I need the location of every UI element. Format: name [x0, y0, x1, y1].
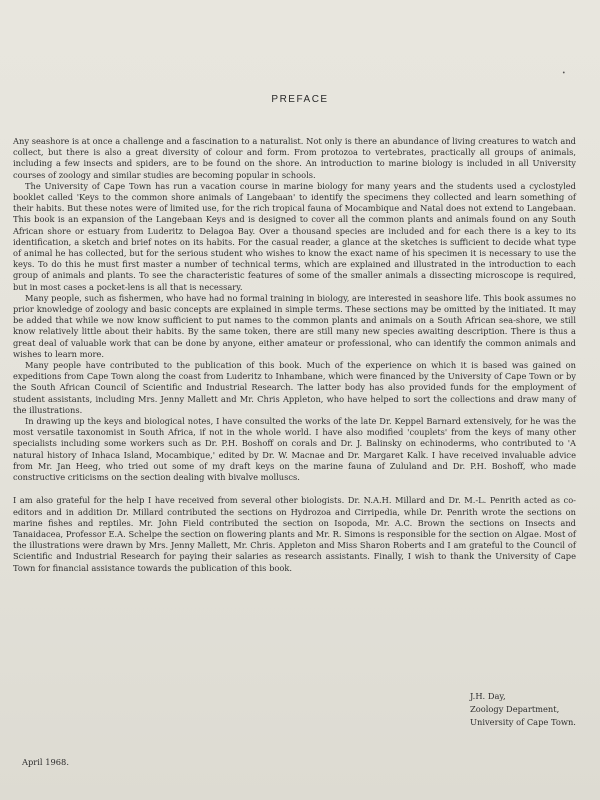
- page-title: PREFACE: [271, 94, 329, 105]
- paragraph-contributors: Many people have contributed to the publication of this book. Much of the experience on which it is based was gained on expeditions from Cape Town along the coast from Luderitz to Inhambane, which were financed by the University of Cape Town or by the South African Council of Scientific and Industrial Research. The latter body has also provided funds for the employment of student assistants, including Mrs. Jenny Mallett and Mr. Chris Appleton, who have helped to sort the collections and draw many of the illustrations.: [13, 360, 576, 415]
- preface-body: [13, 136, 576, 574]
- paragraph-acknowledgements: I am also grateful for the help I have received from several other biologists. Dr. N.A.H. Millard and Dr. M.-L. Penrith acted as co-editors and in addition Dr. Millard contributed the sections on Hydrozoa and Cirripedia, while Dr. Penrith wrote the sections on marine fishes and reptiles. Mr. John Field contributed the section on Isopoda, Mr. A.C. Brown the sections on Insects and Tanaidacea, Professor E.A. Schelpe the section on flowering plants and Mr. R. Simons is responsible for the section on Algae. Most of the illustrations were drawn by Mrs. Jenny Mallett, Mr. Chris. Appleton and Miss Sharon Roberts and I am grateful to the Council of Scientific and Industrial Research for paying their salaries as research assistants. Finally, I wish to thank the University of Cape Town for financial assistance towards the publication of this book.: [13, 495, 576, 573]
- signature-name: J.H. Day,: [470, 691, 506, 701]
- signature-department: Zoology Department,: [470, 704, 560, 714]
- paragraph-readers: Many people, such as fishermen, who have had no formal training in biology, are interested in seashore life. This book assumes no prior knowledge of zoology and basic concepts are explained in simple terms. These sections may be omitted by the initiated. It may be added that while we now know sufficient to put names to the common plants and animals on a South African sea-shore, we still know relatively little about their habits. By the same token, there are still many new species awaiting description. There is thus a great deal of valuable work that can be done by anyone, either amateur or professional, who can identify the common animals and wishes to learn more.: [13, 292, 576, 359]
- paragraph-intro: Any seashore is at once a challenge and a fascination to a naturalist. Not only is there an abundance of living creatures to watch and collect, but there is also a great diversity of colour and form. From protozoa to vertebrates, practically all groups of animals, including a few insects and spiders, are to be found on the shore. An introduction to marine biology is included in all University courses of zoology and similar studies are becoming popular in schools.: [13, 136, 576, 180]
- paragraph-keys: In drawing up the keys and biological notes, I have consulted the works of the late Dr. Keppel Barnard extensively, for he was the most versatile taxonomist in South Africa, if not in the whole world. I have also modified 'couplets' from the keys of many other specialists including some workers such as Dr. P.H. Boshoff on corals and Dr. J. Balinsky on echinoderms, who contributed to 'A natural history of Inhaca Island, Mocambique,' edited by Dr. W. Macnae and Dr. Margaret Kalk. I have received invaluable advice from Mr. Jan Heeg, who tried out some of my draft keys on the marine fauna of Zululand and Dr. P.H. Boshoff, who made constructive criticisms on the section dealing with bivalve molluscs.: [13, 416, 576, 483]
- signature-block: [470, 690, 576, 729]
- preface-date: April 1968.: [22, 757, 69, 767]
- corner-mark: •: [562, 70, 566, 77]
- signature-university: University of Cape Town.: [470, 717, 576, 727]
- paragraph-course: The University of Cape Town has run a vacation course in marine biology for many years and the students used a cyclostyled booklet called 'Keys to the common shore animals of Langebaan' to identify the specimens they collected and learn something of their habits. But these notes were of limited use, for the rich tropical fauna of Mocambique and Natal does not extend to Langebaan. This book is an expansion of the Langebaan Keys and is designed to cover all the common plants and animals found on any South African shore or estuary from Luderitz to Delagoa Bay. Over a thousand species are included and for each there is a key to its identification, a sketch and brief notes on its habits. For the casual reader, a glance at the sketches is sufficient to decide what type of animal he has collected, but for the serious student who wishes to know the exact name of his specimen it is necessary to use the keys. To do this he must first master a number of technical terms, which are explained and illustrated in the introduction to each group of animals and plants. To see the characteristic features of some of the smaller animals a dissecting microscope is required, but in most cases a pocket-lens is all that is necessary.: [13, 180, 576, 292]
